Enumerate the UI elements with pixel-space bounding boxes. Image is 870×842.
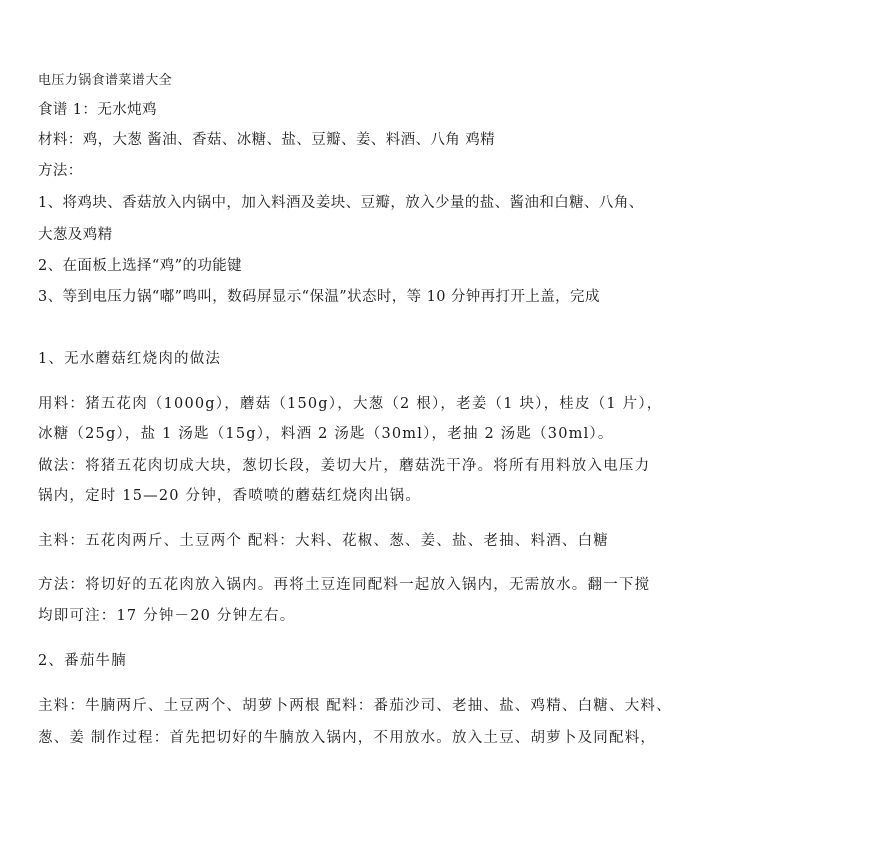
recipe-2-ingredients-line-2: 冰糖（25g），盐 1 汤匙（15g），料酒 2 汤匙（30ml），老抽 2 汤匙（30ml）。: [38, 426, 614, 442]
recipe-3-heading: 2、番茄牛腩: [38, 653, 127, 669]
recipe-1-ingredients: 材料：鸡，大葱 酱油、香菇、冰糖、盐、豆瓣、姜、料酒、八角 鸡精: [38, 132, 496, 148]
recipe-2-method-line-2: 锅内，定时 15—20 分钟，香喷喷的蘑菇红烧肉出锅。: [38, 488, 422, 504]
recipe-3-line-2: 葱、姜 制作过程：首先把切好的牛腩放入锅内，不用放水。放入土豆、胡萝卜及同配料，: [38, 730, 657, 746]
recipe-2-main-ingredients: 主料：五花肉两斤、土豆两个 配料：大料、花椒、葱、姜、盐、老抽、料酒、白糖: [38, 533, 610, 549]
recipe-1-method-label: 方法：: [38, 163, 83, 179]
recipe-1-step-1-line-2: 大葱及鸡精: [38, 227, 113, 243]
recipe-1-step-2: 2、在面板上选择“鸡”的功能键: [38, 258, 243, 274]
recipe-1-heading: 食谱 1：无水炖鸡: [38, 102, 157, 118]
recipe-2-steps-line-1: 方法：将切好的五花肉放入锅内。再将土豆连同配料一起放入锅内，无需放水。翻一下搅: [38, 577, 651, 593]
recipe-2-heading: 1、无水蘑菇红烧肉的做法: [38, 351, 222, 367]
recipe-2-method-line-1: 做法：将猪五花肉切成大块，葱切长段，姜切大片，蘑菇洗干净。将所有用料放入电压力: [38, 458, 651, 474]
recipe-1-step-3: 3、等到电压力锅“嘟”鸣叫，数码屏显示“保温”状态时，等 10 分钟再打开上盖，完成: [38, 289, 600, 305]
recipe-3-line-1: 主料：牛腩两斤、土豆两个、胡萝卜两根 配料：番茄沙司、老抽、盐、鸡精、白糖、大料、: [38, 698, 672, 714]
recipe-2-ingredients-line-1: 用料：猪五花肉（1000g），蘑菇（150g），大葱（2 根），老姜（1 块），桂皮（1 片），: [38, 396, 663, 412]
document-title: 电压力锅食谱菜谱大全: [38, 73, 173, 88]
recipe-1-step-1-line-1: 1、将鸡块、香菇放入内锅中，加入料酒及姜块、豆瓣，放入少量的盐、酱油和白糖、八角、: [38, 195, 644, 211]
recipe-2-steps-line-2: 均即可注：17 分钟－20 分钟左右。: [38, 608, 296, 624]
